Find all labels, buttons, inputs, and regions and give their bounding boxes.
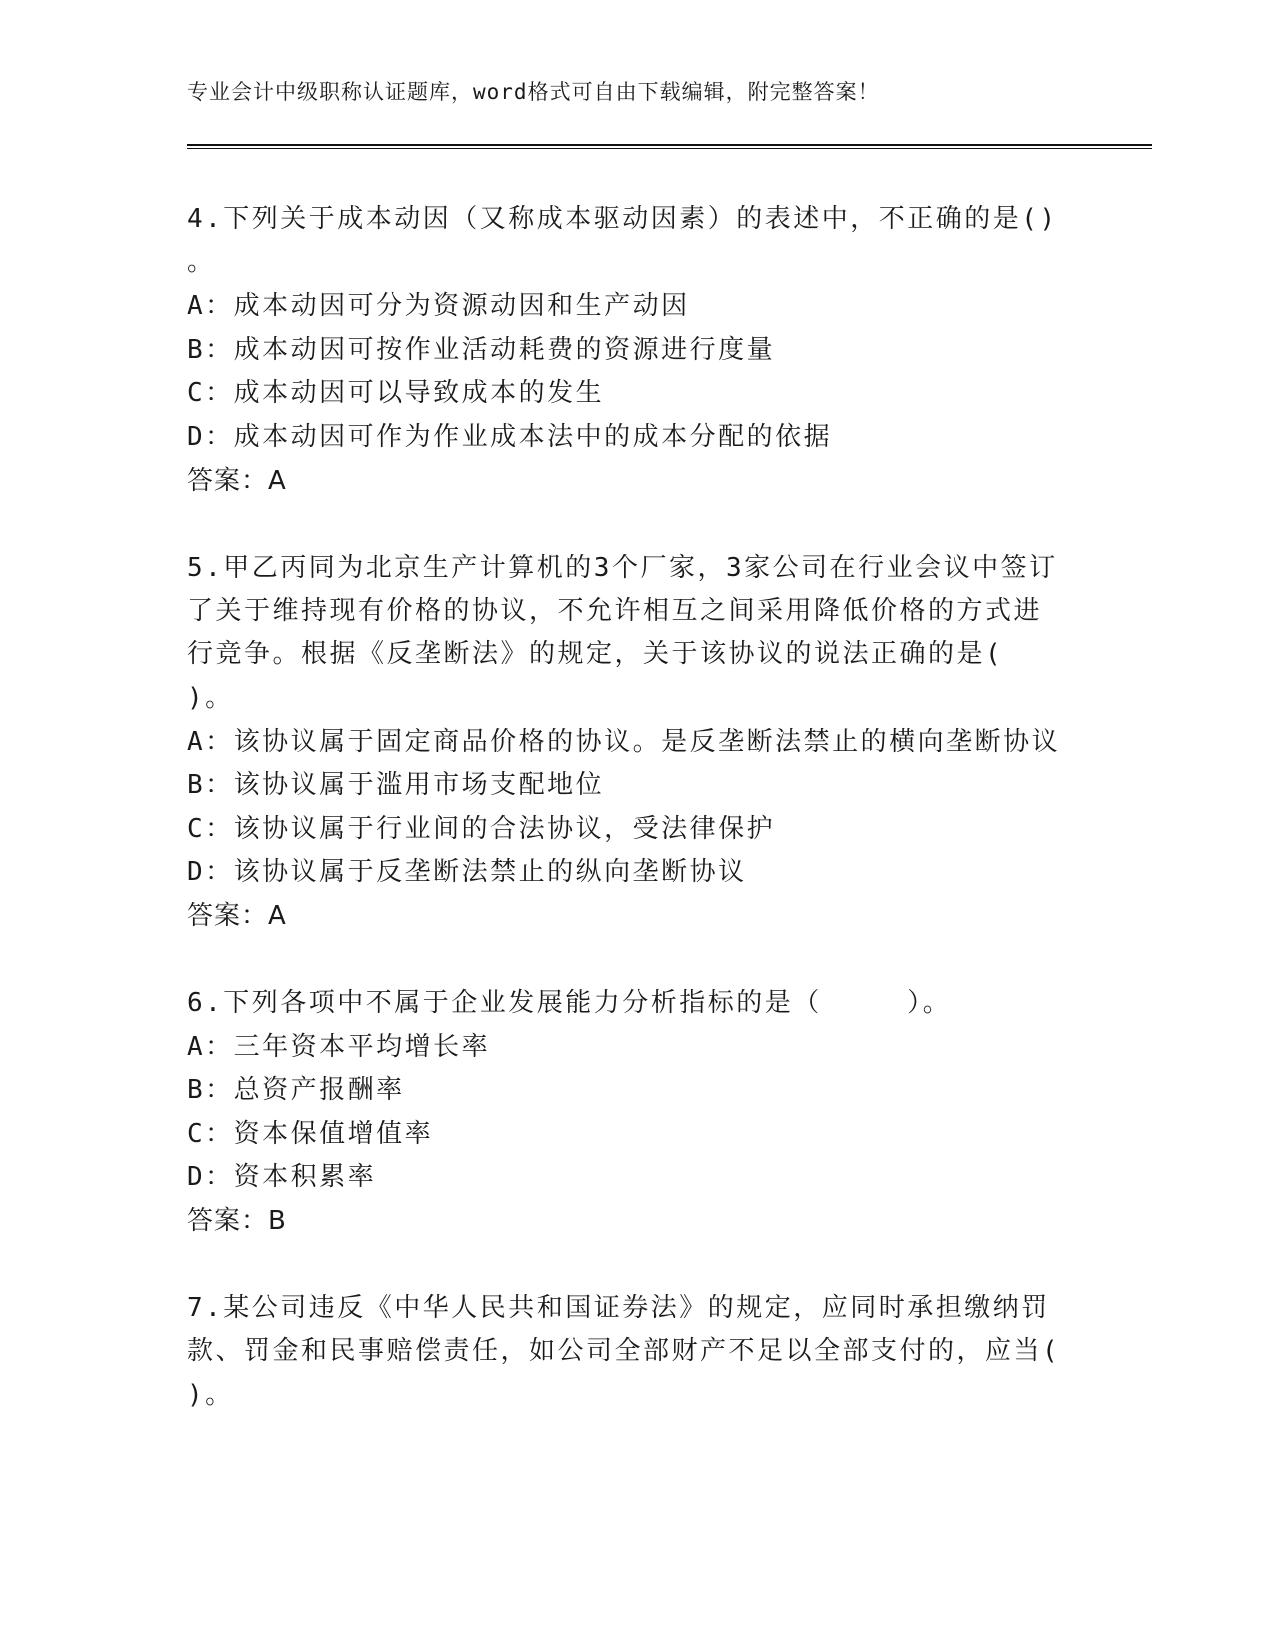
question-5-stem-line-4: )。 bbox=[187, 683, 234, 713]
page-header: 专业会计中级职称认证题库，word格式可自由下载编辑，附完整答案！ bbox=[187, 80, 880, 104]
question-4-stem-line-1: 4.下列关于成本动因（又称成本驱动因素）的表述中，不正确的是() bbox=[187, 204, 1058, 234]
question-4-option-b: B：成本动因可按作业活动耗费的资源进行度量 bbox=[187, 335, 776, 365]
question-4-option-d: D：成本动因可作为作业成本法中的成本分配的依据 bbox=[187, 422, 833, 452]
question-4-stem-line-2: 。 bbox=[187, 247, 216, 277]
question-5-option-d: D：该协议属于反垄断法禁止的纵向垄断协议 bbox=[187, 857, 747, 887]
question-6-option-a: A：三年资本平均增长率 bbox=[187, 1032, 491, 1062]
question-5-option-a: A：该协议属于固定商品价格的协议。是反垄断法禁止的横向垄断协议 bbox=[187, 727, 1061, 757]
question-5-stem-line-3: 行竞争。根据《反垄断法》的规定，关于该协议的说法正确的是( bbox=[187, 639, 1004, 669]
question-5-stem-line-1: 5.甲乙丙同为北京生产计算机的3个厂家，3家公司在行业会议中签订 bbox=[187, 553, 1058, 583]
header-rule bbox=[187, 144, 1152, 149]
question-5-stem-line-2: 了关于维持现有价格的协议，不允许相互之间采用降低价格的方式进 bbox=[187, 596, 1043, 626]
question-7-stem-line-1: 7.某公司违反《中华人民共和国证券法》的规定，应同时承担缴纳罚 bbox=[187, 1293, 1050, 1323]
question-7-stem-line-2: 款、罚金和民事赔偿责任，如公司全部财产不足以全部支付的，应当( bbox=[187, 1336, 1061, 1366]
question-4-option-c: C：成本动因可以导致成本的发生 bbox=[187, 378, 605, 408]
question-6-option-d: D：资本积累率 bbox=[187, 1162, 377, 1192]
question-5-option-b: B：该协议属于滥用市场支配地位 bbox=[187, 770, 605, 800]
question-5-answer: 答案：A bbox=[187, 901, 287, 931]
question-4-answer: 答案：A bbox=[187, 466, 287, 496]
question-4-option-a: A：成本动因可分为资源动因和生产动因 bbox=[187, 291, 690, 321]
question-6-stem-line-1: 6.下列各项中不属于企业发展能力分析指标的是（ ）。 bbox=[187, 988, 952, 1018]
question-6-answer: 答案：B bbox=[187, 1206, 287, 1236]
question-6-option-c: C：资本保值增值率 bbox=[187, 1119, 434, 1149]
question-7-stem-line-3: )。 bbox=[187, 1380, 234, 1410]
question-6-option-b: B：总资产报酬率 bbox=[187, 1075, 405, 1105]
question-5-option-c: C：该协议属于行业间的合法协议，受法律保护 bbox=[187, 814, 776, 844]
